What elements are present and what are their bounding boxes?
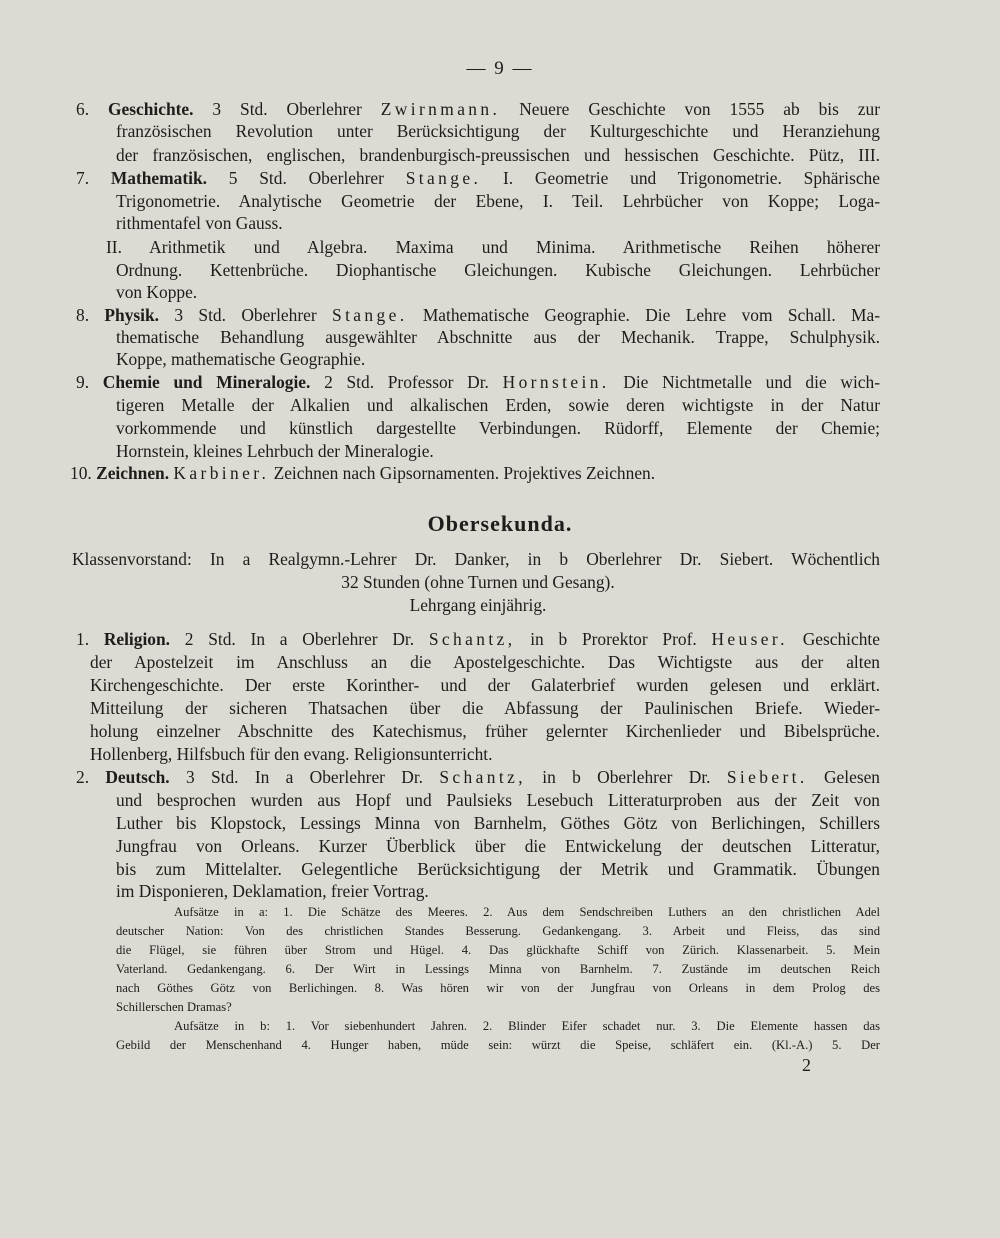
text-line: 9. Chemie und Mineralogie. 2 Std. Professor Dr. Hornstein. Die Nichtmetalle und die wich- <box>76 372 880 392</box>
essay-line: Aufsätze in b: 1. Vor siebenhundert Jahren. 2. Blinder Eifer schadet nur. 3. Die Elemente hassen das <box>174 1019 880 1033</box>
text-line: 1. Religion. 2 Std. In a Oberlehrer Dr. Schantz, in b Prorektor Prof. Heuser. Geschichte <box>76 629 880 649</box>
text-line: französischen Revolution unter Berücksichtigung der Kulturgeschichte und Heranziehung <box>116 121 880 141</box>
text-line: Hollenberg, Hilfsbuch für den evang. Religionsunterricht. <box>90 744 493 764</box>
text-line: 7. Mathematik. 5 Std. Oberlehrer Stange. I. Geometrie und Trigonometrie. Sphärische <box>76 168 880 188</box>
essay-line: Aufsätze in a: 1. Die Schätze des Meeres. 2. Aus dem Sendschreiben Luthers an den christlichen Adel <box>174 905 880 919</box>
text-line: rithmentafel von Gauss. <box>116 213 283 233</box>
text-line: thematische Behandlung ausgewählter Abschnitte aus der Mechanik. Trappe, Schulphysik. <box>116 327 880 347</box>
teacher-name: Schantz, <box>428 629 516 649</box>
subject-physik: Physik. <box>104 305 160 325</box>
text-line: Hornstein, kleines Lehrbuch der Mineralogie. <box>116 441 434 461</box>
subject-geschichte: Geschichte. <box>107 99 194 119</box>
signature-mark: 2 <box>802 1055 811 1075</box>
subject-chemie: Chemie und Mineralogie. <box>102 372 311 392</box>
text-line: bis zum Mittelalter. Gelegentliche Berücksichtigung der Metrik und Grammatik. Übungen <box>116 859 880 879</box>
text-line: tigeren Metalle der Alkalien und alkalischen Erden, sowie deren wichtigste in der Natur <box>116 395 880 415</box>
essay-line: deutscher Nation: Von des christlichen Standes Besserung. Gedankengang. 3. Arbeit und Fleiss, das sind <box>116 924 880 938</box>
text-line: Trigonometrie. Analytische Geometrie der Ebene, I. Teil. Lehrbücher von Koppe; Loga- <box>116 191 880 211</box>
text-line: im Disponieren, Deklamation, freier Vortrag. <box>116 881 429 901</box>
text-line: Ordnung. Kettenbrüche. Diophantische Gleichungen. Kubische Gleichungen. Lehrbücher <box>116 260 880 280</box>
text-line: vorkommende und künstlich dargestellte Verbindungen. Rüdorff, Elemente der Chemie; <box>116 418 880 438</box>
text-line: 6. Geschichte. 3 Std. Oberlehrer Zwirnmann. Neuere Geschichte von 1555 ab bis zur <box>76 99 880 119</box>
teacher-name: Karbiner. <box>173 463 270 483</box>
text-line: Mitteilung der sicheren Thatsachen über die Abfassung der Paulinischen Briefe. Wieder- <box>90 698 880 718</box>
teacher-name: Zwirnmann. <box>380 99 501 119</box>
text-line: Luther bis Klopstock, Lessings Minna von Barnhelm, Göthes Götz von Berlichingen, Schillers <box>116 813 880 833</box>
text-line: holung einzelner Abschnitte des Katechismus, früher gelernter Kirchenlieder und Bibelsprüche. <box>90 721 880 741</box>
text-line: II. Arithmetik und Algebra. Maxima und Minima. Arithmetische Reihen höherer <box>106 237 880 257</box>
text-line: 32 Stunden (ohne Turnen und Gesang). <box>341 572 615 592</box>
essay-line: die Flügel, sie führen über Strom und Hügel. 4. Das glückhafte Schiff von Zürich. Klassenarbeit. 5. Mein <box>116 943 880 957</box>
page-number: — 9 — <box>466 58 534 79</box>
text-line: Kirchengeschichte. Der erste Korinther- und der Galaterbrief wurden gelesen und erklärt. <box>90 675 880 695</box>
teacher-name: Stange. <box>332 305 408 325</box>
text-line: der Apostelzeit im Anschluss an die Apostelgeschichte. Das Wichtigste aus der alten <box>90 652 880 672</box>
essay-line: Gebild der Menschenhand 4. Hunger haben, müde sein: würzt die Speise, schläfert ein. (Kl.-A.) 5. Der <box>116 1038 880 1052</box>
teacher-name: Stange. <box>405 168 482 188</box>
section-heading: Obersekunda. <box>427 511 573 536</box>
text-line: und besprochen wurden aus Hopf und Paulsieks Lesebuch Litteraturproben aus der Zeit von <box>116 790 880 810</box>
subject-deutsch: Deutsch. <box>105 767 170 787</box>
text-line: von Koppe. <box>116 282 198 302</box>
subject-zeichnen: Zeichnen. <box>96 463 170 483</box>
text-line: Lehrgang einjährig. <box>409 595 547 615</box>
text-line: Jungfrau von Orleans. Kurzer Überblick über die Entwickelung der deutschen Litteratur, <box>116 836 880 856</box>
subject-mathematik: Mathematik. <box>110 168 207 188</box>
essay-line: Vaterland. Gedankengang. 6. Der Wirt in Lessings Minna von Barnhelm. 7. Zustände im deutschen Reich <box>116 962 880 976</box>
teacher-name: Hornstein. <box>502 372 610 392</box>
text-line: 2. Deutsch. 3 Std. In a Oberlehrer Dr. Schantz, in b Oberlehrer Dr. Siebert. Gelesen <box>76 767 880 787</box>
text-line: 8. Physik. 3 Std. Oberlehrer Stange. Mathematische Geographie. Die Lehre vom Schall. Ma- <box>76 305 881 325</box>
teacher-name: Schantz, <box>439 767 526 787</box>
text-line: 10. Zeichnen. Karbiner. Zeichnen nach Gipsornamenten. Projektives Zeichnen. <box>70 463 656 483</box>
essay-line: nach Göthes Götz von Berlichingen. 8. Was hören wir von der Jungfrau von Orleans in dem Prolog des <box>116 981 880 995</box>
essay-line: Schillerschen Dramas? <box>116 1000 232 1014</box>
text-line: der französischen, englischen, brandenburgisch-preussischen und hessischen Geschichte. Pütz, III. <box>116 145 880 165</box>
teacher-name: Siebert. <box>726 767 808 787</box>
teacher-name: Heuser. <box>711 629 788 649</box>
subject-religion: Religion. <box>103 629 170 649</box>
text-line: Koppe, mathematische Geographie. <box>116 349 366 369</box>
text-line: Klassenvorstand: In a Realgymn.-Lehrer Dr. Danker, in b Oberlehrer Dr. Siebert. Wöchentlich <box>72 549 880 569</box>
